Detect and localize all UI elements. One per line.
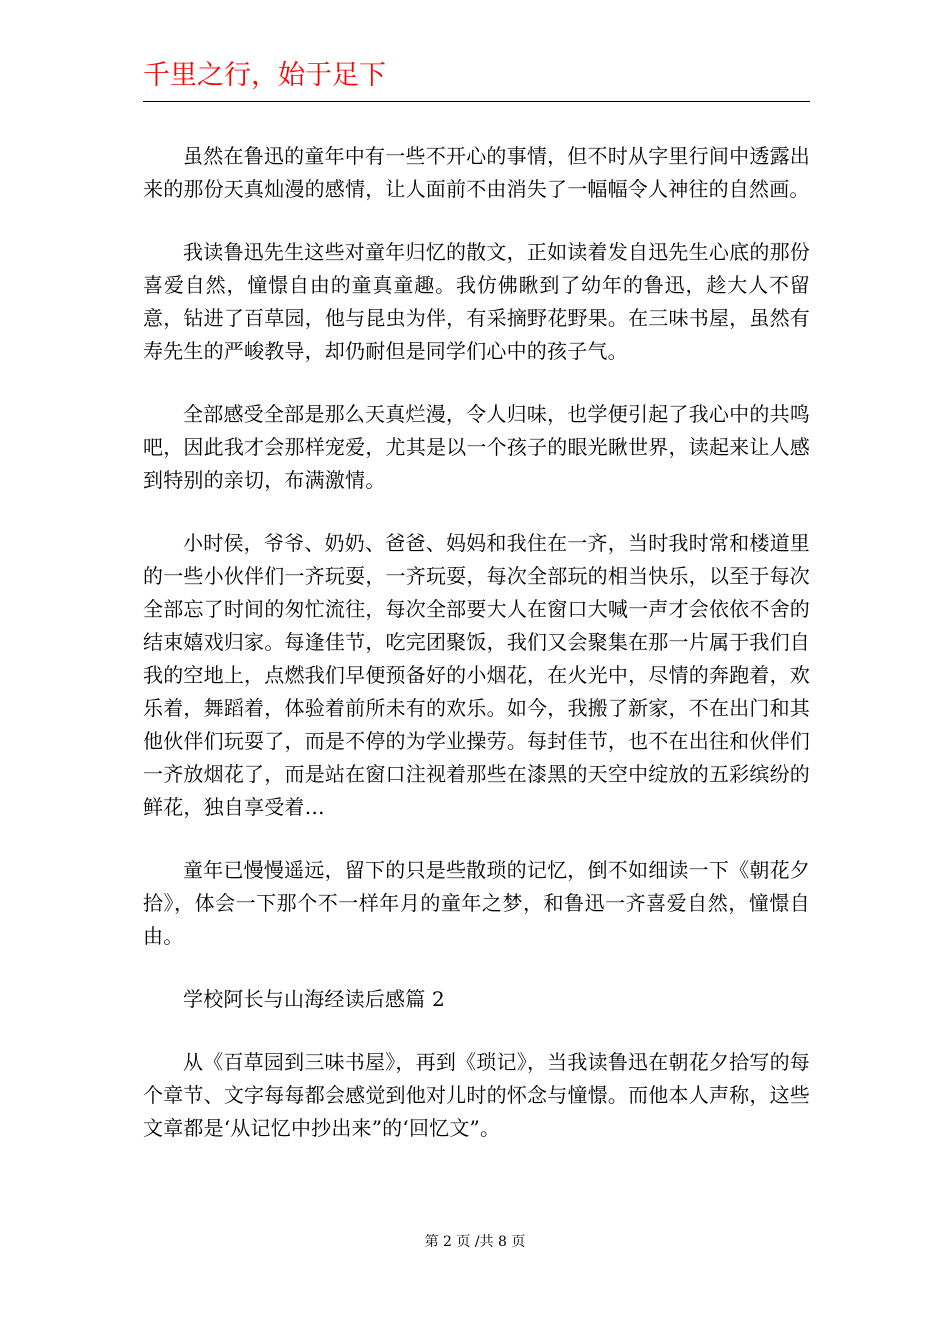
paragraph: 全部感受全部是那么天真烂漫，令人归味，也学便引起了我心中的共鸣吧，因此我才会那样宠爱，尤其是以一个孩子的眼光瞅世界，读起来让人感到特别的亲切，布满激情。 (143, 402, 810, 492)
header-title: 千里之行，始于足下 (143, 60, 386, 91)
paragraph: 虽然在鲁迅的童年中有一些不开心的事情，但不时从字里行间中透露出来的那份天真灿漫的感情，让人面前不由消失了一幅幅令人神往的自然画。 (143, 144, 810, 201)
document-body (143, 140, 810, 1175)
header-divider (143, 101, 810, 102)
paragraph: 小时侯，爷爷、奶奶、爸爸、妈妈和我住在一齐，当时我时常和楼道里的一些小伙伴们一齐玩耍，一齐玩耍，每次全部玩的相当快乐，以至于每次全部忘了时间的匆忙流往，每次全部要大人在窗口大喊一声才会依依不舍的结束嬉戏归家。每逢佳节，吃完团聚饭，我们又会聚集在那一片属于我们自我的空地上，点燃我们早便预备好的小烟花，在火光中，尽情的奔跑着，欢乐着，舞蹈着，体验着前所未有的欢乐。如今，我搬了新家，不在出门和其他伙伴们玩耍了，而是不停的为学业操劳。每封佳节，也不在出往和伙伴们一齐放烟花了，而是站在窗口注视着那些在漆黑的天空中绽放的五彩缤纷的鲜花，独自享受着… (143, 531, 810, 819)
paragraph: 从《百草园到三味书屋》，再到《琐记》，当我读鲁迅在朝花夕拾写的每个章节、文字每每都会感觉到他对儿时的怀念与憧憬。而他本人声称，这些文章都是‘从记忆中抄出来”的‘回忆文”。 (143, 1050, 810, 1140)
section-heading: 学校阿长与山海经读后感篇 2 (183, 987, 445, 1011)
paragraph: 童年已慢慢遥远，留下的只是些散琐的记忆，倒不如细读一下《朝花夕拾》，体会一下那个不一样年月的童年之梦，和鲁迅一齐喜爱自然，憧憬自由。 (143, 858, 810, 948)
paragraph: 我读鲁迅先生这些对童年归忆的散文，正如读着发自迅先生心底的那份喜爱自然，憧憬自由的童真童趣。我仿佛瞅到了幼年的鲁迅，趁大人不留意，钻进了百草园，他与昆虫为伴，有采摘野花野果。在三味书屋，虽然有寿先生的严峻教导，却仍耐但是同学们心中的孩子气。 (143, 240, 810, 363)
page-footer: 第 2 页 /共 8 页 (424, 1234, 526, 1250)
